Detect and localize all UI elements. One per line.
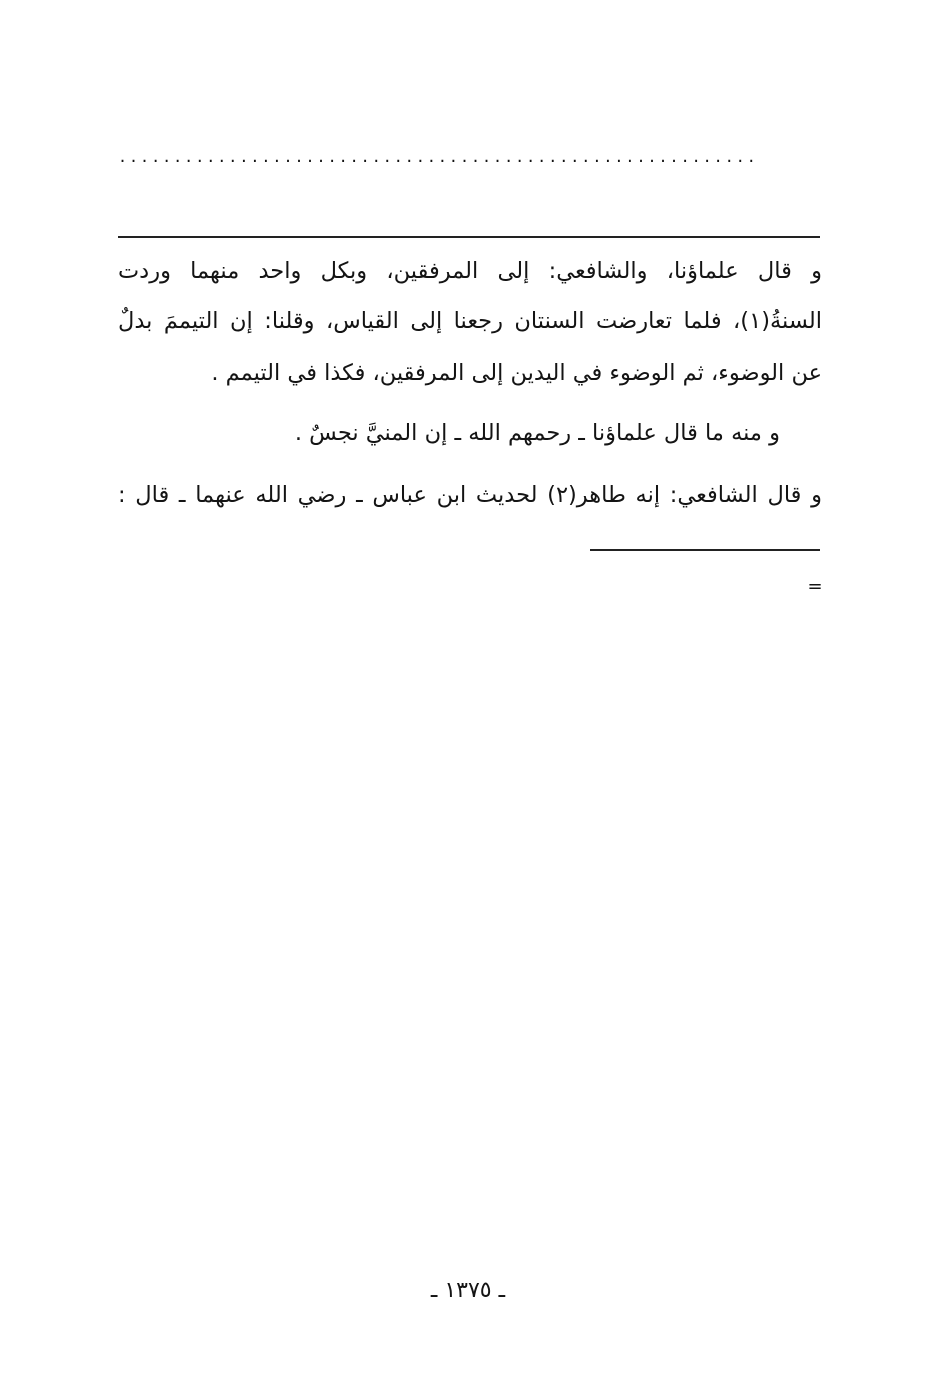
main-line-5: و قال الشافعي: إنه طاهر(٢) لحديث ابن عباس ـ رضي الله عنهما ـ قال : (118, 482, 822, 508)
main-line-4: و منه ما قال علماؤنا ـ رحمهم الله ـ إن المنيَّ نجسٌ . (294, 420, 780, 446)
footnote-continuation-marker: = (807, 576, 823, 597)
page-number: ـ ١٣٧٥ ـ (430, 1278, 506, 1303)
footnote-rule (590, 549, 820, 551)
main-line-2: السنةُ(١)، فلما تعارضت السنتان رجعنا إلى القياس، وقلنا: إن التيممَ بدلٌ (118, 308, 822, 334)
main-line-1: و قال علماؤنا، والشافعي: إلى المرفقين، وبكل واحد منهما وردت (118, 258, 822, 284)
top-rule (118, 236, 820, 238)
main-line-3: عن الوضوء، ثم الوضوء في اليدين إلى المرفقين، فكذا في التيمم . (211, 360, 822, 386)
dotted-separator: .......................................................... (118, 148, 758, 162)
